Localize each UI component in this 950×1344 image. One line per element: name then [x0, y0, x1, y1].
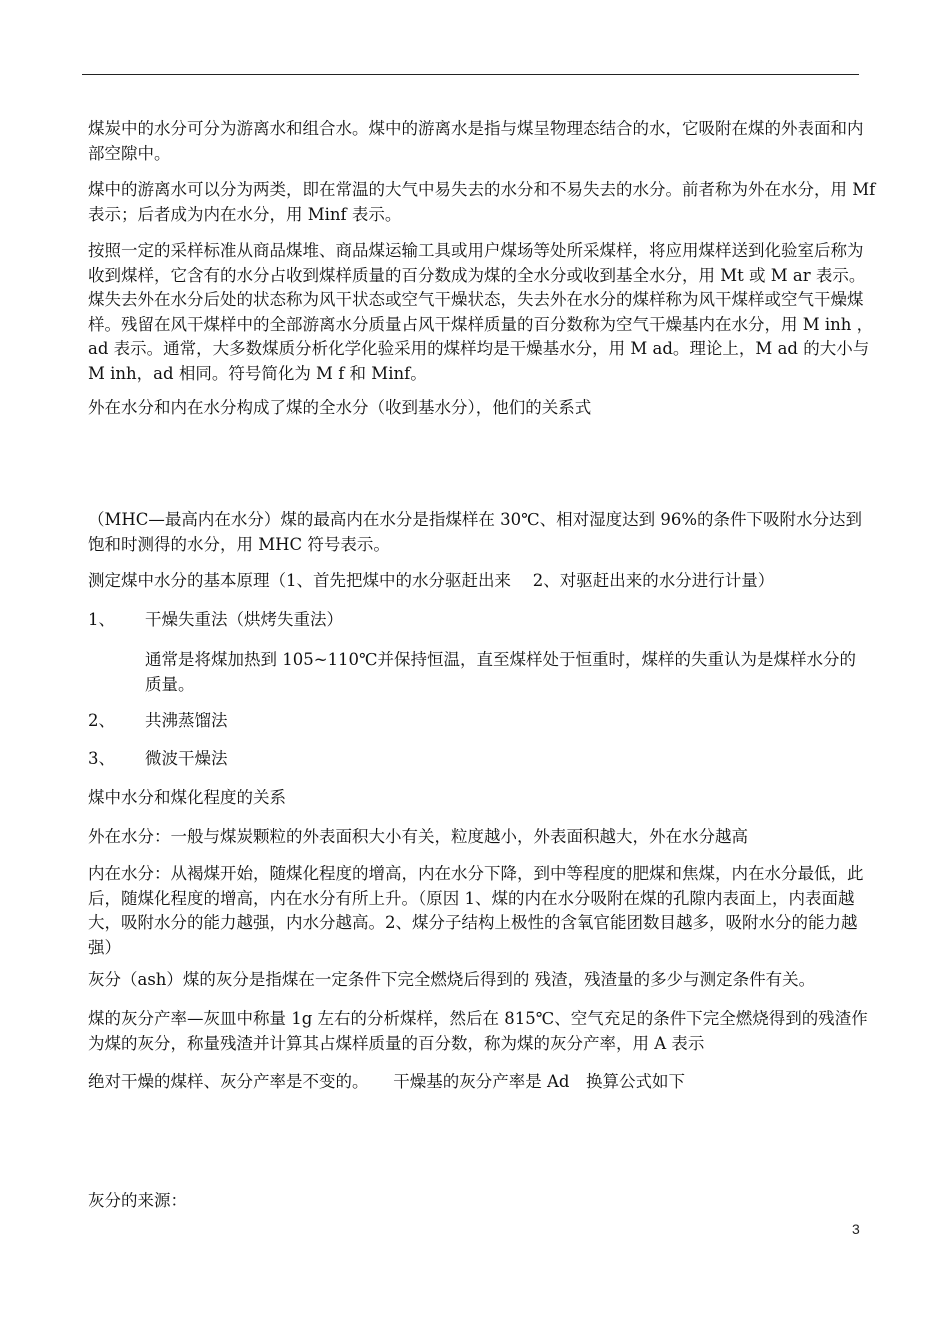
method-number: 3、: [88, 749, 115, 768]
paragraph-ash-yield: 煤的灰分产率—灰皿中称量 1g 左右的分析煤样，然后在 815℃、空气充足的条件下完全燃烧得到的残渣作为煤的灰分，称量残渣并计算其占煤样质量的百分数，称为煤的灰分产率，用 A 表示: [88, 1009, 868, 1053]
paragraph-mhc: （MHC—最高内在水分）煤的最高内在水分是指煤样在 30℃、相对湿度达到 96%的条件下吸附水分达到饱和时测得的水分，用 MHC 符号表示。: [88, 510, 863, 554]
method-label: 共沸蒸馏法: [145, 711, 228, 730]
method-label: 微波干燥法: [145, 749, 228, 768]
paragraph-free-water: 煤炭中的水分可分为游离水和组合水。煤中的游离水是指与煤呈物理态结合的水，它吸附在煤的外表面和内部空隙中。: [88, 119, 864, 163]
paragraph-ash-definition: 灰分（ash）煤的灰分是指煤在一定条件下完全燃烧后得到的 残渣，残渣量的多少与测定条件有关。: [88, 970, 816, 989]
paragraph-coalification: 煤中水分和煤化程度的关系: [88, 788, 286, 807]
paragraph-internal-moisture: 内在水分：从褐煤开始，随煤化程度的增高，内在水分下降，到中等程度的肥煤和焦煤，内在水分最低，此后，随煤化程度的增高，内在水分有所上升。（原因 1、煤的内在水分吸附在煤的孔隙内表面上，内表面越大，吸附水分的能力越强，内水分越高。2、煤分子结构上极性的含氧官能团数目越多，吸附水分的能力越强）: [88, 864, 864, 957]
header-rule: [82, 74, 859, 75]
paragraph-dry-ash: 绝对干燥的煤样、灰分产率是不变的。 干燥基的灰分产率是 Ad 换算公式如下: [88, 1072, 685, 1091]
method-number: 1、: [88, 610, 115, 629]
paragraph-drying-description: 通常是将煤加热到 105~110℃并保持恒温，直至煤样处于恒重时，煤样的失重认为是煤样水分的质量。: [145, 650, 857, 694]
paragraph-water-types: 煤中的游离水可以分为两类，即在常温的大气中易失去的水分和不易失去的水分。前者称为外在水分，用 Mf 表示；后者成为内在水分，用 Minf 表示。: [88, 180, 876, 224]
method-number: 2、: [88, 711, 115, 730]
paragraph-external-moisture: 外在水分：一般与煤炭颗粒的外表面积大小有关，粒度越小，外表面积越大，外在水分越高: [88, 827, 748, 846]
paragraph-sampling: 按照一定的采样标准从商品煤堆、商品煤运输工具或用户煤场等处所采煤样，将应用煤样送到化验室后称为收到煤样，它含有的水分占收到煤样质量的百分数成为煤的全水分或收到基全水分，用 Mt 或 M ar 表示。煤失去外在水分后处的状态称为风干状态或空气干燥状态，失去外在水分的煤样称为风干煤样或空气干燥煤样。残留在风干煤样中的全部游离水分质量占风干煤样质量的百分数称为空气干燥基内在水分，用 M inh ，ad 表示。通常，大多数煤质分析化学化验采用的煤样均是干燥基水分，用 M ad。理论上，M ad 的大小与 M inh，ad 相同。符号简化为 M f 和 Minf。: [88, 241, 874, 383]
method-label: 干燥失重法（烘烤失重法）: [145, 610, 343, 629]
paragraph-ash-source: 灰分的来源：: [88, 1191, 187, 1210]
paragraph-total-moisture: 外在水分和内在水分构成了煤的全水分（收到基水分），他们的关系式: [88, 398, 592, 417]
page-number: 3: [852, 1221, 860, 1237]
paragraph-principle: 测定煤中水分的基本原理（1、首先把煤中的水分驱赶出来 2、对驱赶出来的水分进行计量）: [88, 571, 775, 590]
